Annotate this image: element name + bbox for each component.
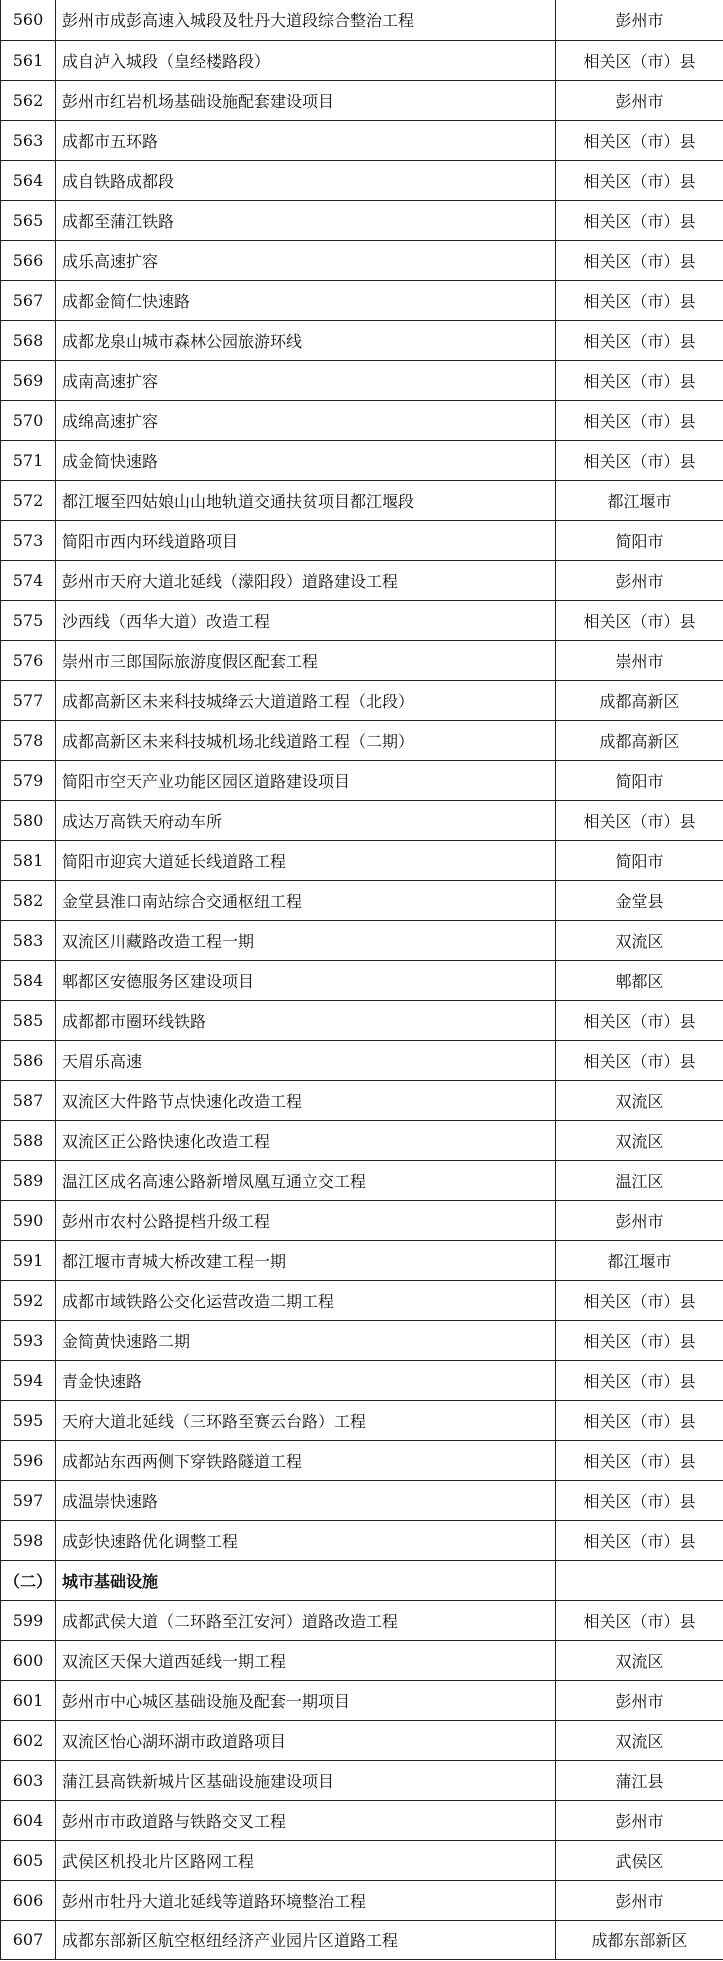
project-name: 彭州市市政道路与铁路交叉工程 [56, 1800, 556, 1840]
project-region: 成都东部新区 [556, 1920, 723, 1959]
table-row [1, 680, 723, 720]
row-number: 560 [1, 0, 56, 40]
project-region: 双流区 [556, 1640, 723, 1680]
project-region: 相关区（市）县 [556, 1040, 723, 1080]
project-region: 相关区（市）县 [556, 1480, 723, 1520]
table-row [1, 120, 723, 160]
project-name: 金简黄快速路二期 [56, 1320, 556, 1360]
project-name: 成都至蒲江铁路 [56, 200, 556, 240]
project-region: 崇州市 [556, 640, 723, 680]
project-region: 彭州市 [556, 1880, 723, 1920]
project-name: 都江堰至四姑娘山山地轨道交通扶贫项目都江堰段 [56, 480, 556, 520]
row-number: 606 [1, 1880, 56, 1920]
project-region: 相关区（市）县 [556, 200, 723, 240]
table-row [1, 1840, 723, 1880]
project-name: 双流区大件路节点快速化改造工程 [56, 1080, 556, 1120]
project-region: 双流区 [556, 1080, 723, 1120]
project-name: 双流区天保大道西延线一期工程 [56, 1640, 556, 1680]
project-name: 蒲江县高铁新城片区基础设施建设项目 [56, 1760, 556, 1800]
table-row [1, 520, 723, 560]
project-region: 简阳市 [556, 840, 723, 880]
row-number: 585 [1, 1000, 56, 1040]
project-name: 武侯区机投北片区路网工程 [56, 1840, 556, 1880]
project-name: 天眉乐高速 [56, 1040, 556, 1080]
project-region: 简阳市 [556, 520, 723, 560]
project-region: 都江堰市 [556, 1240, 723, 1280]
table-row [1, 360, 723, 400]
project-region: 彭州市 [556, 560, 723, 600]
project-region: 双流区 [556, 1120, 723, 1160]
row-number: 579 [1, 760, 56, 800]
row-number: 568 [1, 320, 56, 360]
project-name: 简阳市西内环线道路项目 [56, 520, 556, 560]
table-row [1, 40, 723, 80]
project-name: 彭州市农村公路提档升级工程 [56, 1200, 556, 1240]
project-name: 成绵高速扩容 [56, 400, 556, 440]
project-name: 金堂县淮口南站综合交通枢纽工程 [56, 880, 556, 920]
project-name: 成温崇快速路 [56, 1480, 556, 1520]
row-number: 561 [1, 40, 56, 80]
project-region: 相关区（市）县 [556, 360, 723, 400]
project-name: 双流区川藏路改造工程一期 [56, 920, 556, 960]
project-name: 成自泸入城段（皇经楼路段） [56, 40, 556, 80]
project-region: 双流区 [556, 920, 723, 960]
project-region: 相关区（市）县 [556, 1520, 723, 1560]
table-row [1, 80, 723, 120]
project-region: 相关区（市）县 [556, 1360, 723, 1400]
project-name: 成乐高速扩容 [56, 240, 556, 280]
project-name: 郫都区安德服务区建设项目 [56, 960, 556, 1000]
project-name: 成都站东西两侧下穿铁路隧道工程 [56, 1440, 556, 1480]
section-title: 城市基础设施 [56, 1560, 556, 1600]
project-region: 简阳市 [556, 760, 723, 800]
project-name: 双流区怡心湖环湖市政道路项目 [56, 1720, 556, 1760]
row-number: 573 [1, 520, 56, 560]
table-row [1, 1320, 723, 1360]
table-row [1, 720, 723, 760]
table-row [1, 1920, 723, 1959]
table-row [1, 0, 723, 40]
table-row [1, 160, 723, 200]
project-region: 成都高新区 [556, 680, 723, 720]
project-name: 崇州市三郎国际旅游度假区配套工程 [56, 640, 556, 680]
table-row [1, 1760, 723, 1800]
project-region [556, 1560, 723, 1600]
project-name: 成都都市圈环线铁路 [56, 1000, 556, 1040]
project-region: 相关区（市）县 [556, 400, 723, 440]
row-number: 570 [1, 400, 56, 440]
project-name: 青金快速路 [56, 1360, 556, 1400]
project-region: 武侯区 [556, 1840, 723, 1880]
project-region: 相关区（市）县 [556, 240, 723, 280]
table-row [1, 1680, 723, 1720]
row-number: 583 [1, 920, 56, 960]
table-row [1, 1520, 723, 1560]
project-name: 成都武侯大道（二环路至江安河）道路改造工程 [56, 1600, 556, 1640]
table-row [1, 1120, 723, 1160]
row-number: 599 [1, 1600, 56, 1640]
project-name: 温江区成名高速公路新增凤凰互通立交工程 [56, 1160, 556, 1200]
row-number: 569 [1, 360, 56, 400]
table-row [1, 1080, 723, 1120]
table-row [1, 200, 723, 240]
project-region: 彭州市 [556, 1680, 723, 1720]
table-row [1, 1440, 723, 1480]
table-row [1, 400, 723, 440]
row-number: 594 [1, 1360, 56, 1400]
project-region: 郫都区 [556, 960, 723, 1000]
project-name: 成彭快速路优化调整工程 [56, 1520, 556, 1560]
project-name: 彭州市成彭高速入城段及牡丹大道段综合整治工程 [56, 0, 556, 40]
table-row [1, 1880, 723, 1920]
row-number: 590 [1, 1200, 56, 1240]
section-row [1, 1560, 723, 1600]
row-number: 575 [1, 600, 56, 640]
row-number: 592 [1, 1280, 56, 1320]
table-row [1, 1600, 723, 1640]
table-row [1, 1040, 723, 1080]
row-number: 581 [1, 840, 56, 880]
project-region: 彭州市 [556, 1200, 723, 1240]
table-row [1, 1280, 723, 1320]
row-number: 576 [1, 640, 56, 680]
row-number: 578 [1, 720, 56, 760]
row-number: 596 [1, 1440, 56, 1480]
row-number: 593 [1, 1320, 56, 1360]
project-name: 成都市域铁路公交化运营改造二期工程 [56, 1280, 556, 1320]
table-row [1, 560, 723, 600]
table-row [1, 1480, 723, 1520]
project-name: 成都高新区未来科技城绛云大道道路工程（北段） [56, 680, 556, 720]
project-name: 彭州市牡丹大道北延线等道路环境整治工程 [56, 1880, 556, 1920]
table-row [1, 240, 723, 280]
table-row [1, 960, 723, 1000]
project-region: 彭州市 [556, 0, 723, 40]
table-row [1, 1800, 723, 1840]
project-region: 相关区（市）县 [556, 600, 723, 640]
row-number: 564 [1, 160, 56, 200]
project-region: 彭州市 [556, 1800, 723, 1840]
row-number: 586 [1, 1040, 56, 1080]
project-name: 成达万高铁天府动车所 [56, 800, 556, 840]
row-number: 577 [1, 680, 56, 720]
project-region: 蒲江县 [556, 1760, 723, 1800]
row-number: 584 [1, 960, 56, 1000]
table-row [1, 800, 723, 840]
project-region: 成都高新区 [556, 720, 723, 760]
project-table-body [1, 0, 723, 1959]
project-region: 彭州市 [556, 80, 723, 120]
row-number: 565 [1, 200, 56, 240]
table-row [1, 320, 723, 360]
row-number: 567 [1, 280, 56, 320]
project-name: 成自铁路成都段 [56, 160, 556, 200]
project-region: 双流区 [556, 1720, 723, 1760]
project-region: 相关区（市）县 [556, 280, 723, 320]
row-number: 582 [1, 880, 56, 920]
project-name: 成都龙泉山城市森林公园旅游环线 [56, 320, 556, 360]
row-number: 605 [1, 1840, 56, 1880]
project-name: 成都东部新区航空枢纽经济产业园片区道路工程 [56, 1920, 556, 1959]
row-number: 563 [1, 120, 56, 160]
table-row [1, 1000, 723, 1040]
table-row [1, 1200, 723, 1240]
row-number: 587 [1, 1080, 56, 1120]
project-region: 相关区（市）县 [556, 120, 723, 160]
table-row [1, 600, 723, 640]
table-row [1, 480, 723, 520]
project-name: 成都高新区未来科技城机场北线道路工程（二期） [56, 720, 556, 760]
project-name: 成南高速扩容 [56, 360, 556, 400]
row-number: 571 [1, 440, 56, 480]
project-name: 彭州市红岩机场基础设施配套建设项目 [56, 80, 556, 120]
project-region: 相关区（市）县 [556, 1600, 723, 1640]
row-number: 601 [1, 1680, 56, 1720]
row-number: 602 [1, 1720, 56, 1760]
project-name: 双流区正公路快速化改造工程 [56, 1120, 556, 1160]
project-name: 成金简快速路 [56, 440, 556, 480]
project-name: 成都金简仁快速路 [56, 280, 556, 320]
project-name: 简阳市迎宾大道延长线道路工程 [56, 840, 556, 880]
project-region: 相关区（市）县 [556, 320, 723, 360]
project-region: 都江堰市 [556, 480, 723, 520]
project-region: 相关区（市）县 [556, 800, 723, 840]
row-number: 589 [1, 1160, 56, 1200]
row-number: 597 [1, 1480, 56, 1520]
project-name: 彭州市天府大道北延线（濛阳段）道路建设工程 [56, 560, 556, 600]
project-region: 温江区 [556, 1160, 723, 1200]
project-region: 相关区（市）县 [556, 1000, 723, 1040]
project-name: 成都市五环路 [56, 120, 556, 160]
row-number: 572 [1, 480, 56, 520]
project-name: 简阳市空天产业功能区园区道路建设项目 [56, 760, 556, 800]
project-region: 相关区（市）县 [556, 1440, 723, 1480]
row-number: 604 [1, 1800, 56, 1840]
table-row [1, 640, 723, 680]
row-number: 588 [1, 1120, 56, 1160]
table-row [1, 1360, 723, 1400]
row-number: 598 [1, 1520, 56, 1560]
table-row [1, 1720, 723, 1760]
row-number: 566 [1, 240, 56, 280]
row-number: 574 [1, 560, 56, 600]
project-region: 金堂县 [556, 880, 723, 920]
project-name: 沙西线（西华大道）改造工程 [56, 600, 556, 640]
table-row [1, 280, 723, 320]
row-number: 603 [1, 1760, 56, 1800]
project-region: 相关区（市）县 [556, 40, 723, 80]
row-number: 600 [1, 1640, 56, 1680]
section-number: （二） [1, 1560, 56, 1600]
project-name: 天府大道北延线（三环路至赛云台路）工程 [56, 1400, 556, 1440]
project-region: 相关区（市）县 [556, 1400, 723, 1440]
table-row [1, 760, 723, 800]
table-row [1, 1240, 723, 1280]
row-number: 562 [1, 80, 56, 120]
table-row [1, 1640, 723, 1680]
row-number: 591 [1, 1240, 56, 1280]
table-row [1, 920, 723, 960]
project-name: 彭州市中心城区基础设施及配套一期项目 [56, 1680, 556, 1720]
row-number: 595 [1, 1400, 56, 1440]
project-region: 相关区（市）县 [556, 440, 723, 480]
project-region: 相关区（市）县 [556, 160, 723, 200]
table-row [1, 880, 723, 920]
project-region: 相关区（市）县 [556, 1280, 723, 1320]
project-name: 都江堰市青城大桥改建工程一期 [56, 1240, 556, 1280]
table-row [1, 1400, 723, 1440]
table-row [1, 840, 723, 880]
row-number: 607 [1, 1920, 56, 1959]
row-number: 580 [1, 800, 56, 840]
table-row [1, 440, 723, 480]
project-region: 相关区（市）县 [556, 1320, 723, 1360]
table-row [1, 1160, 723, 1200]
